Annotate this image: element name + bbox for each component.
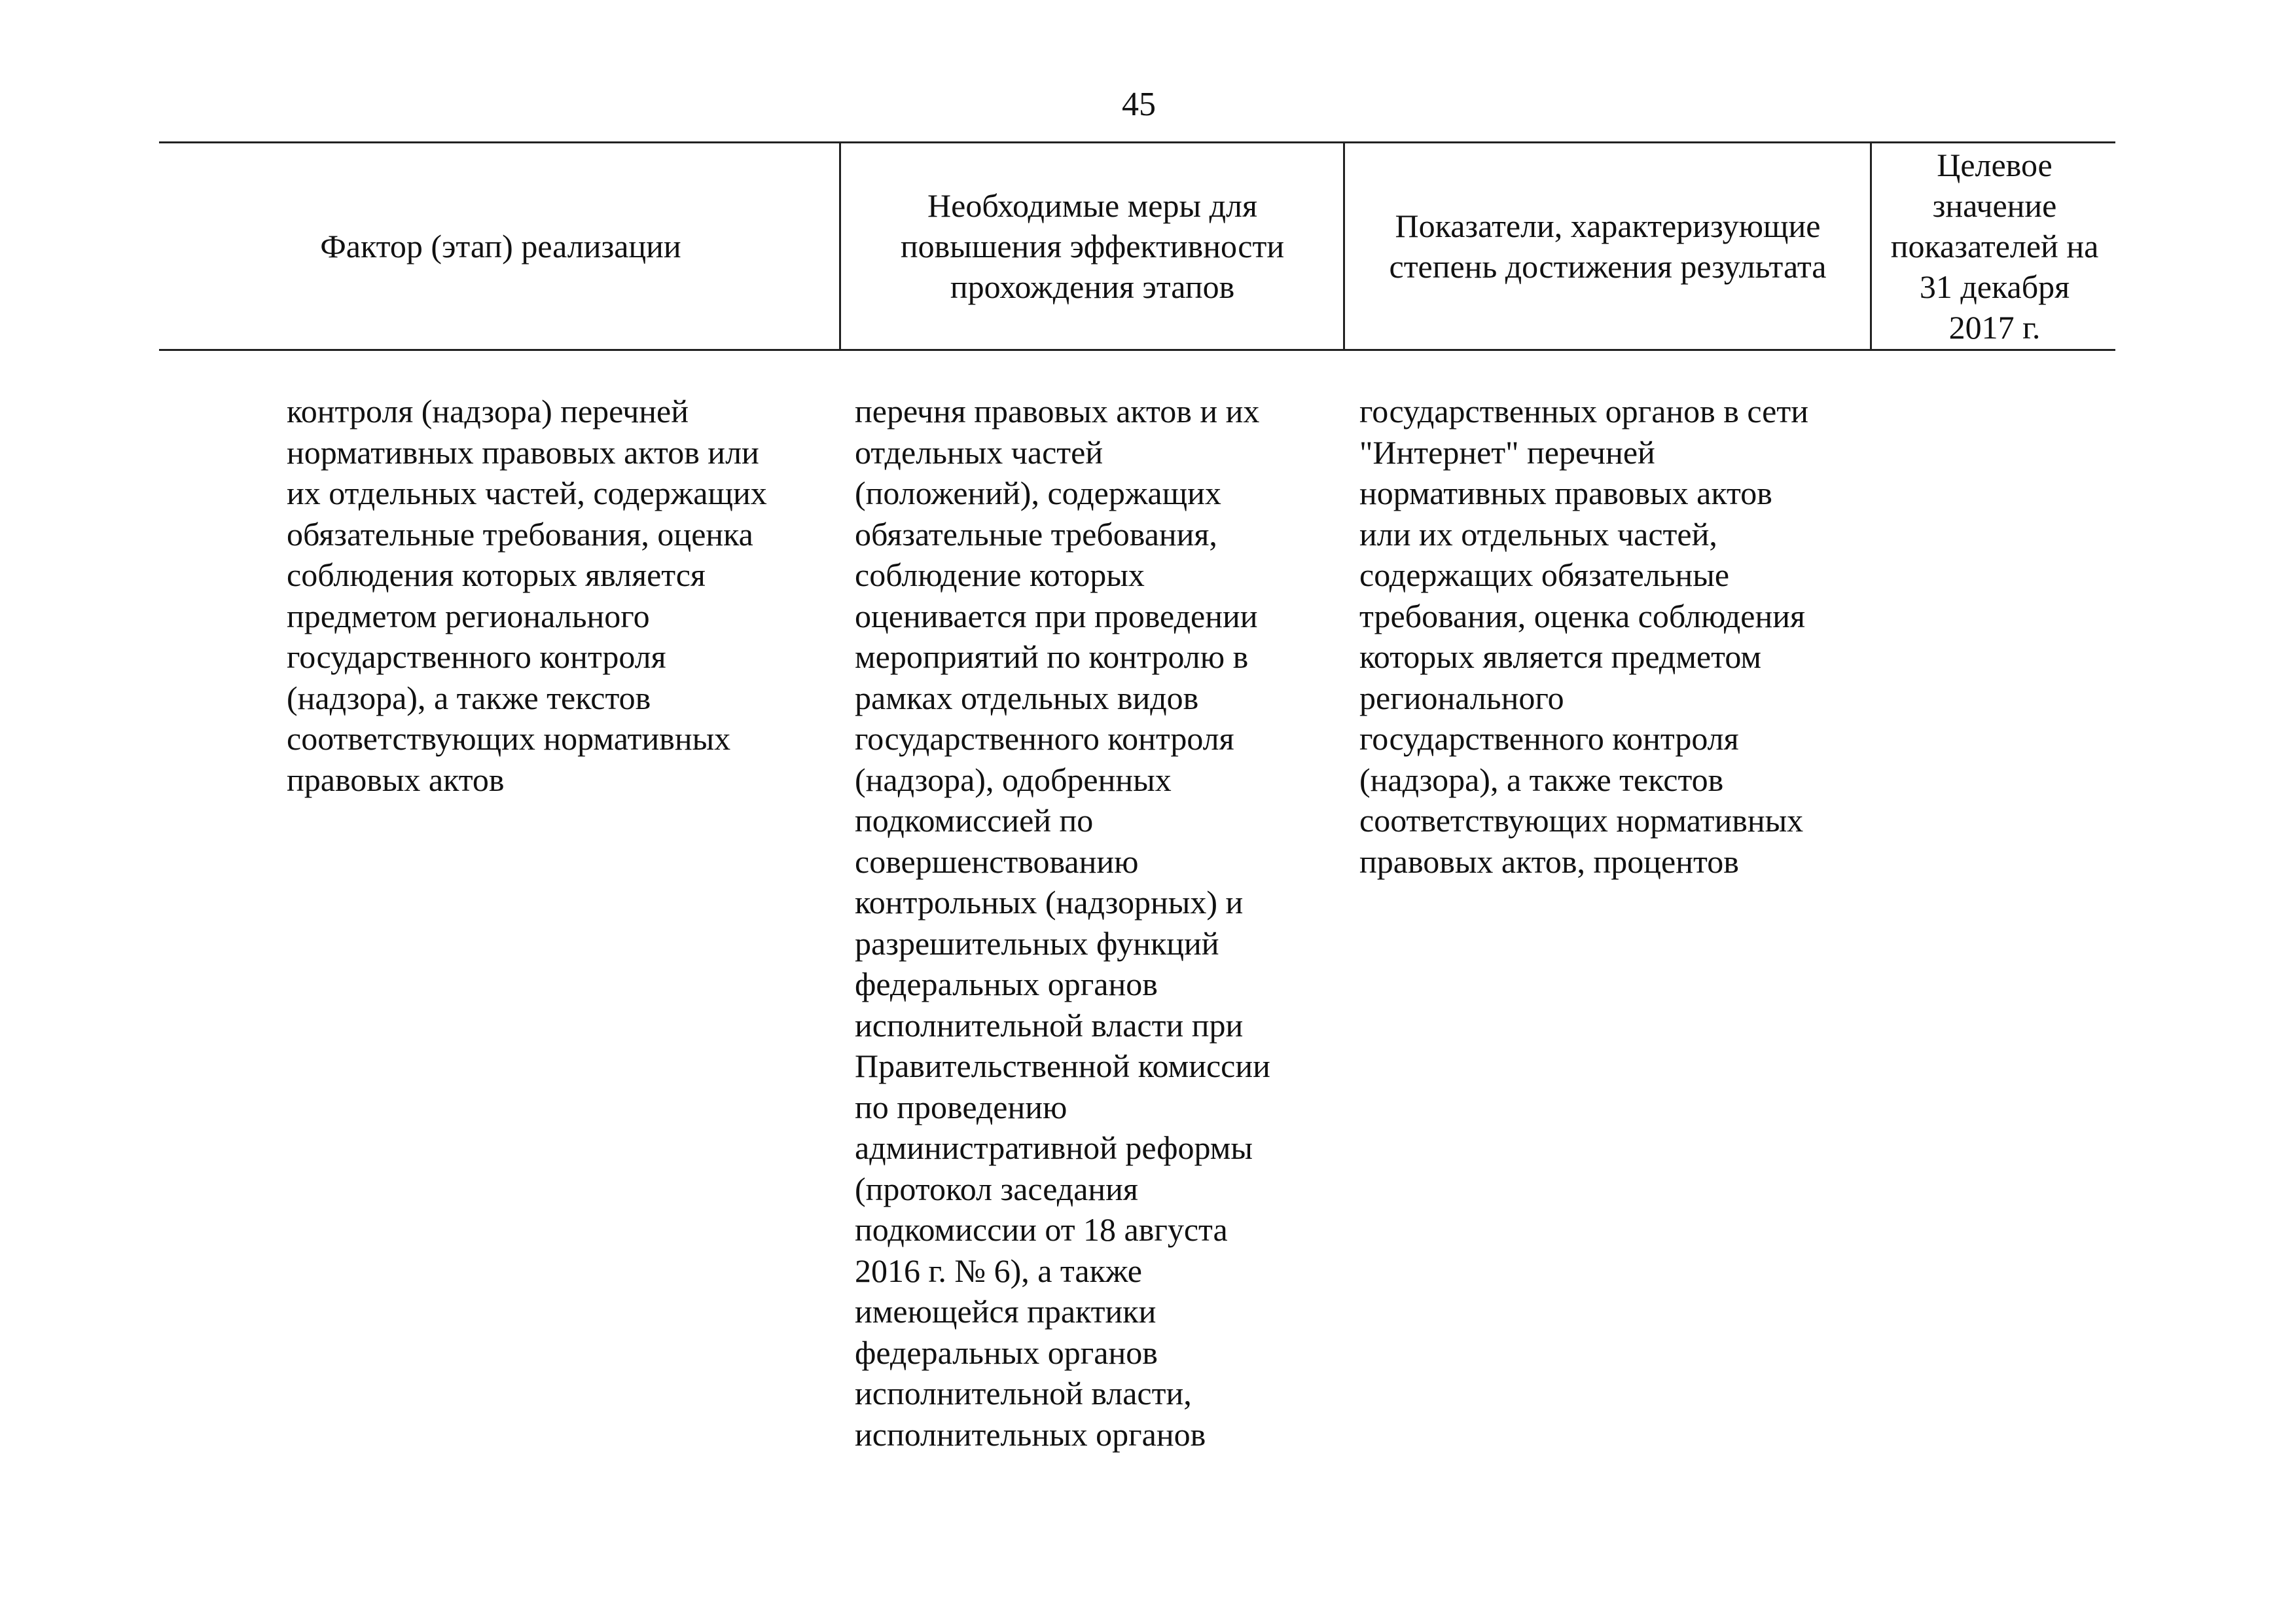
header-factor: Фактор (этап) реализации xyxy=(320,228,681,264)
cell-factor: контроля (надзора) перечней нормативных правовых актов или их отдельных частей, содержащих обязательные требования, оценка соблюдения которых является предметом регионального государственного контроля (надзора), а также текстов соответствующих нормативных правовых актов xyxy=(287,393,767,798)
column-divider-3 xyxy=(1870,141,1872,350)
table-top-rule xyxy=(159,141,2115,143)
cell-measures: перечня правовых актов и их отдельных частей (положений), содержащих обязательные требования, соблюдение которых оценивается при проведении мероприятий по контролю в рамках отдельных видов государственного контроля (надзора), одобренных подкомиссией по совершенствованию контрольных (надзорных) и разрешительных функций федеральных органов исполнительной власти при Правительственной комиссии по проведению административной реформы (протокол заседания подкомиссии от 18 августа 2016 г. № 6), а также имеющейся практики федеральных органов исполнительной власти, исполнительных органов xyxy=(855,393,1270,1453)
header-indicators: Показатели, характеризующие степень достижения результата xyxy=(1389,208,1827,285)
header-target-value: Целевое значение показателей на 31 декабря 2017 г. xyxy=(1890,147,2099,346)
column-divider-2 xyxy=(1343,141,1345,350)
column-divider-1 xyxy=(839,141,841,350)
table-header-bottom-rule xyxy=(159,349,2115,351)
page-number: 45 xyxy=(1122,86,1156,123)
header-measures: Необходимые меры для повышения эффективности прохождения этапов xyxy=(900,187,1285,305)
cell-indicators: государственных органов в сети "Интернет" перечней нормативных правовых актов или их отдельных частей, содержащих обязательные требования, оценка соблюдения которых является предметом регионального государственного контроля (надзора), а также текстов соответствующих нормативных правовых актов, процентов xyxy=(1359,393,1808,880)
